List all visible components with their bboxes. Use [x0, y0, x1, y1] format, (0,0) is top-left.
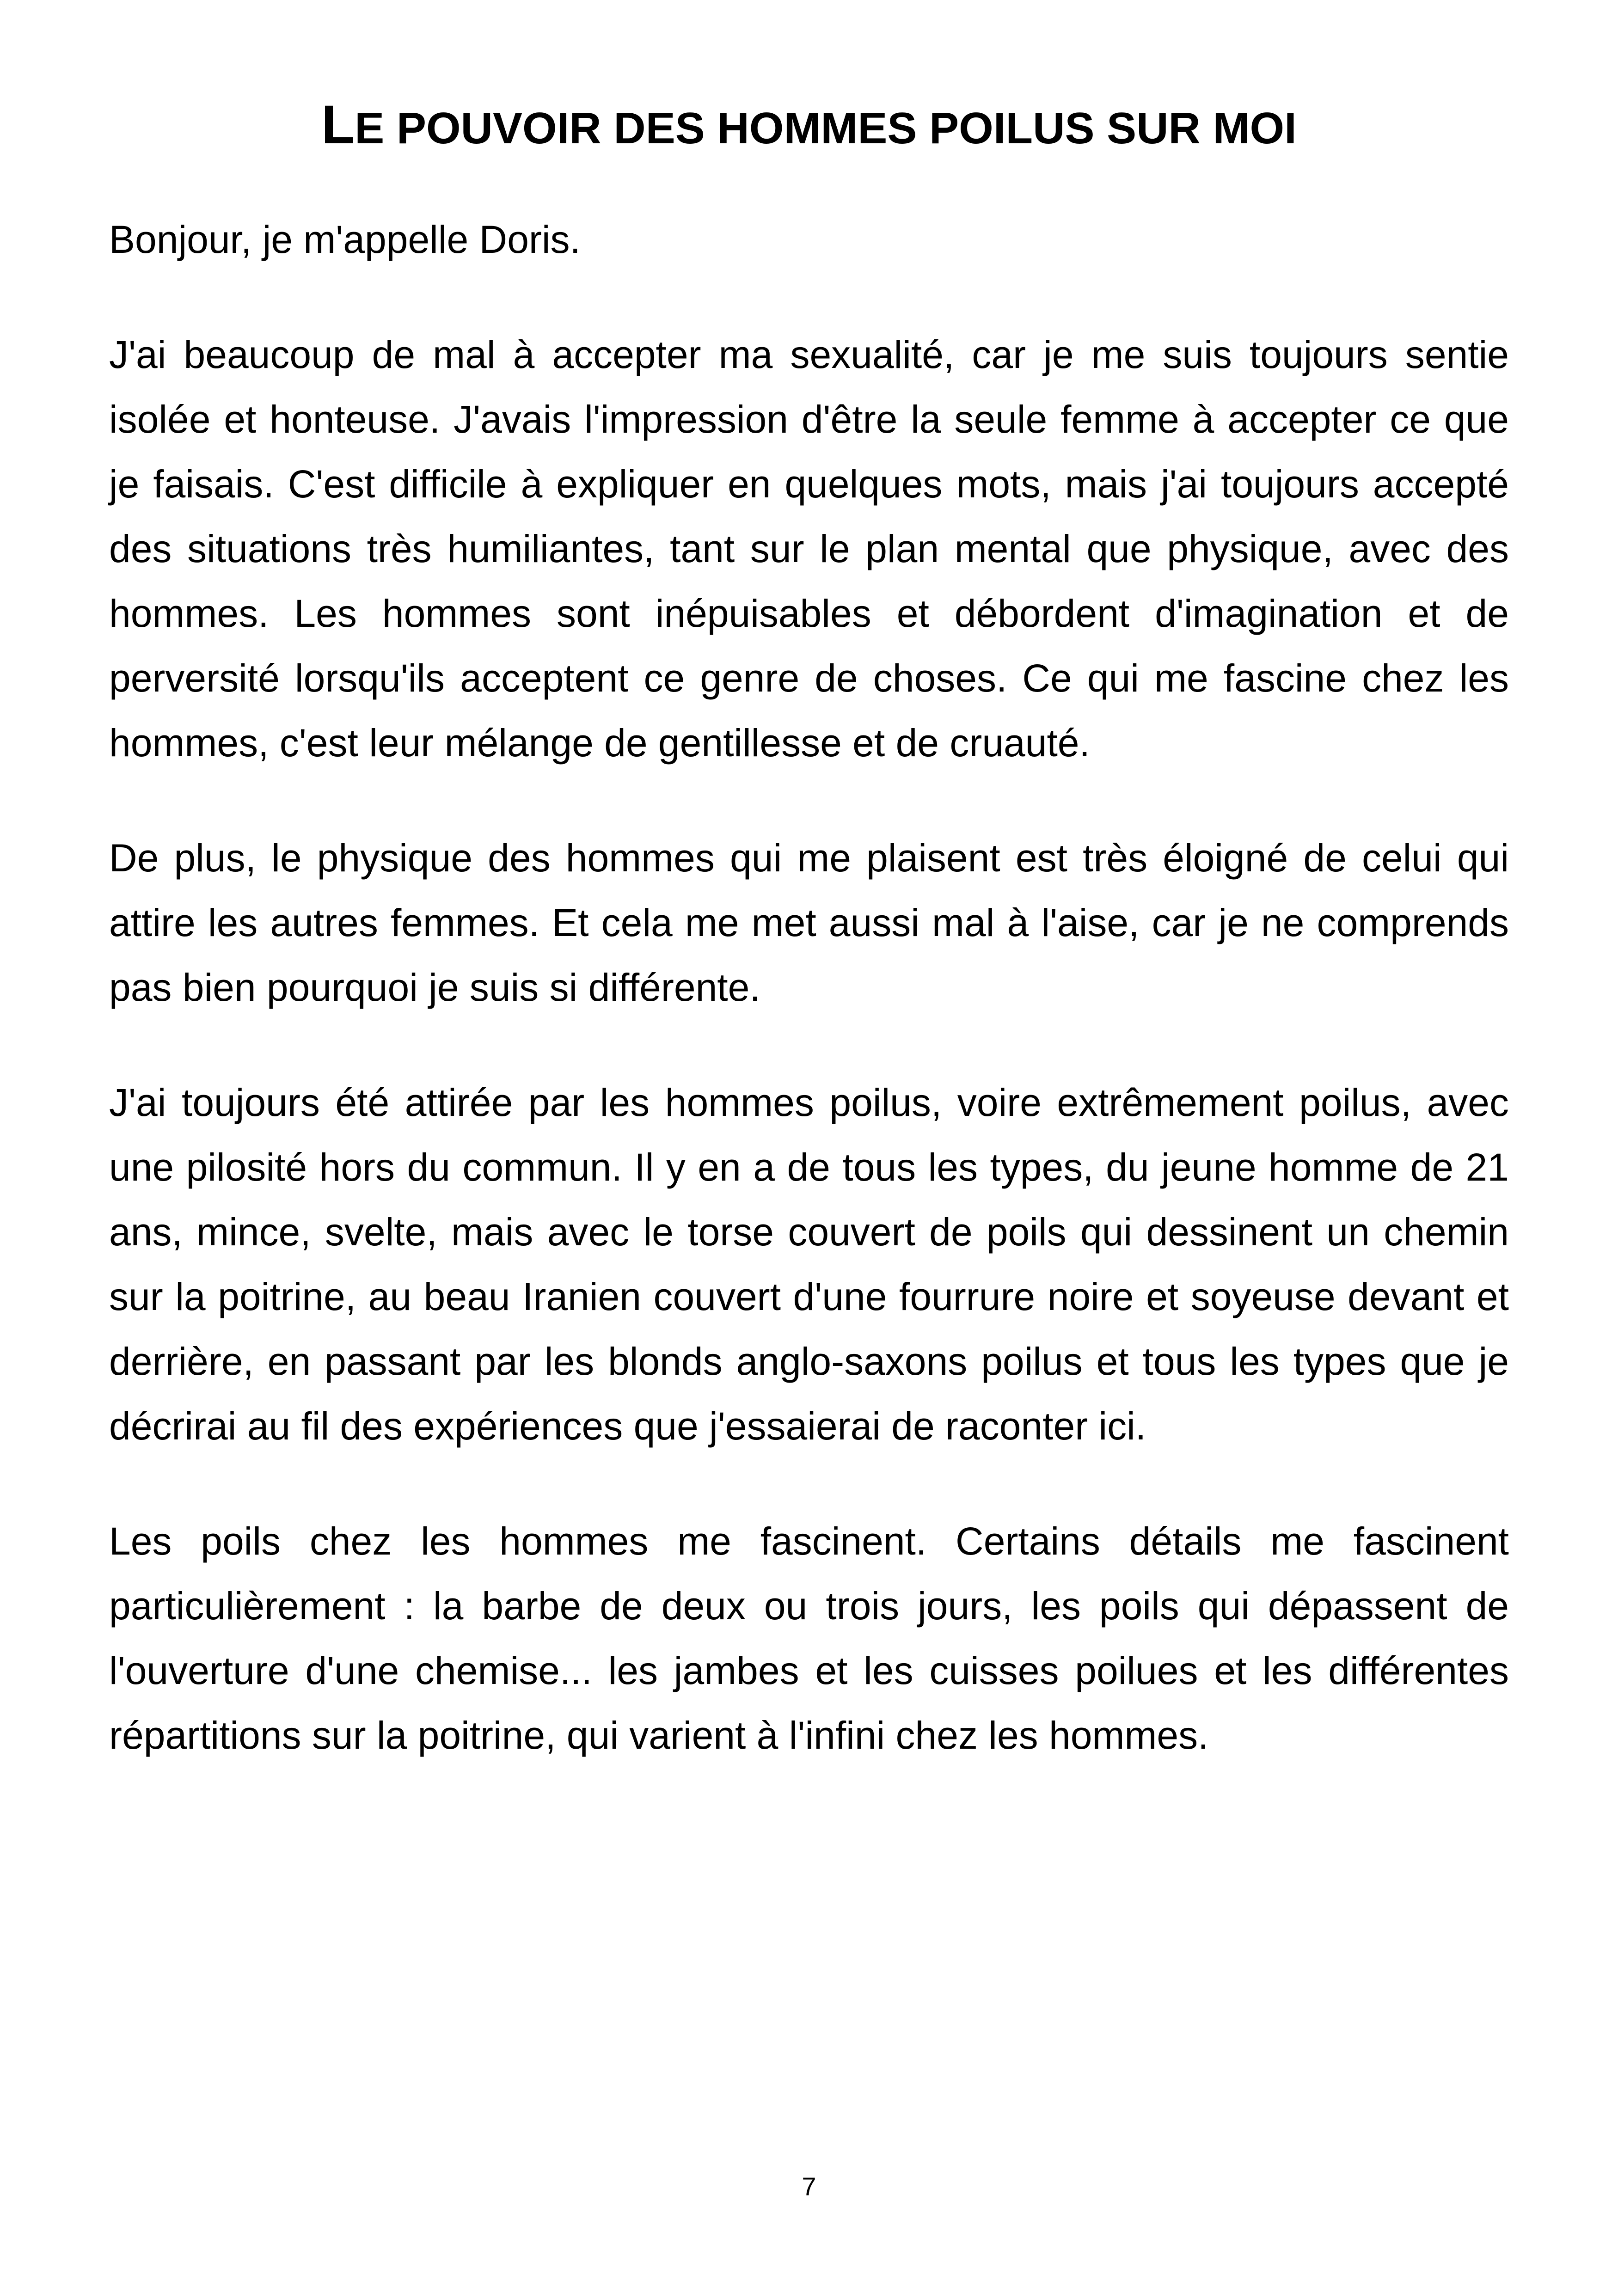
chapter-title-initial: L [321, 94, 355, 155]
paragraph-1: Bonjour, je m'appelle Doris. [109, 218, 581, 261]
paragraph-2: J'ai beaucoup de mal à accepter ma sexualité, car je me suis toujours sentie isolée et honteuse. J'avais l'impression d'être la seule femme à accepter ce que je faisais. C'est difficile à expliquer en quelques mots, mais j'ai toujours accepté des situations très humiliantes, tant sur le plan mental que physique, avec des hommes. Les hommes sont inépuisables et débordent d'imagination et de perversité lorsqu'ils acceptent ce genre de choses. Ce qui me fascine chez les hommes, c'est leur mélange de gentillesse et de cruauté. [109, 333, 1509, 765]
paragraph-5: Les poils chez les hommes me fascinent. Certains détails me fascinent particulièrement : la barbe de deux ou trois jours, les poils qui dépassent de l'ouverture d'une chemise... les jambes et les cuisses poilues et les différentes répartitions sur la poitrine, qui varient à l'infini chez les hommes. [109, 1519, 1509, 1757]
chapter-body [109, 207, 1509, 1818]
page-number: 7 [802, 2172, 816, 2201]
chapter-title [0, 94, 1618, 156]
chapter-title-text: E POUVOIR DES HOMMES POILUS SUR MOI [355, 104, 1297, 153]
paragraph-3: De plus, le physique des hommes qui me plaisent est très éloigné de celui qui attire les autres femmes. Et cela me met aussi mal à l'aise, car je ne comprends pas bien pourquoi je suis si différente. [109, 836, 1509, 1009]
paragraph-4: J'ai toujours été attirée par les hommes poilus, voire extrêmement poilus, avec une pilosité hors du commun. Il y en a de tous les types, du jeune homme de 21 ans, mince, svelte, mais avec le torse couvert de poils qui dessinent un chemin sur la poitrine, au beau Iranien couvert d'une fourrure noire et soyeuse devant et derrière, en passant par les blonds anglo-saxons poilus et tous les types que je décrirai au fil des expériences que j'essaierai de raconter ici. [109, 1081, 1509, 1448]
